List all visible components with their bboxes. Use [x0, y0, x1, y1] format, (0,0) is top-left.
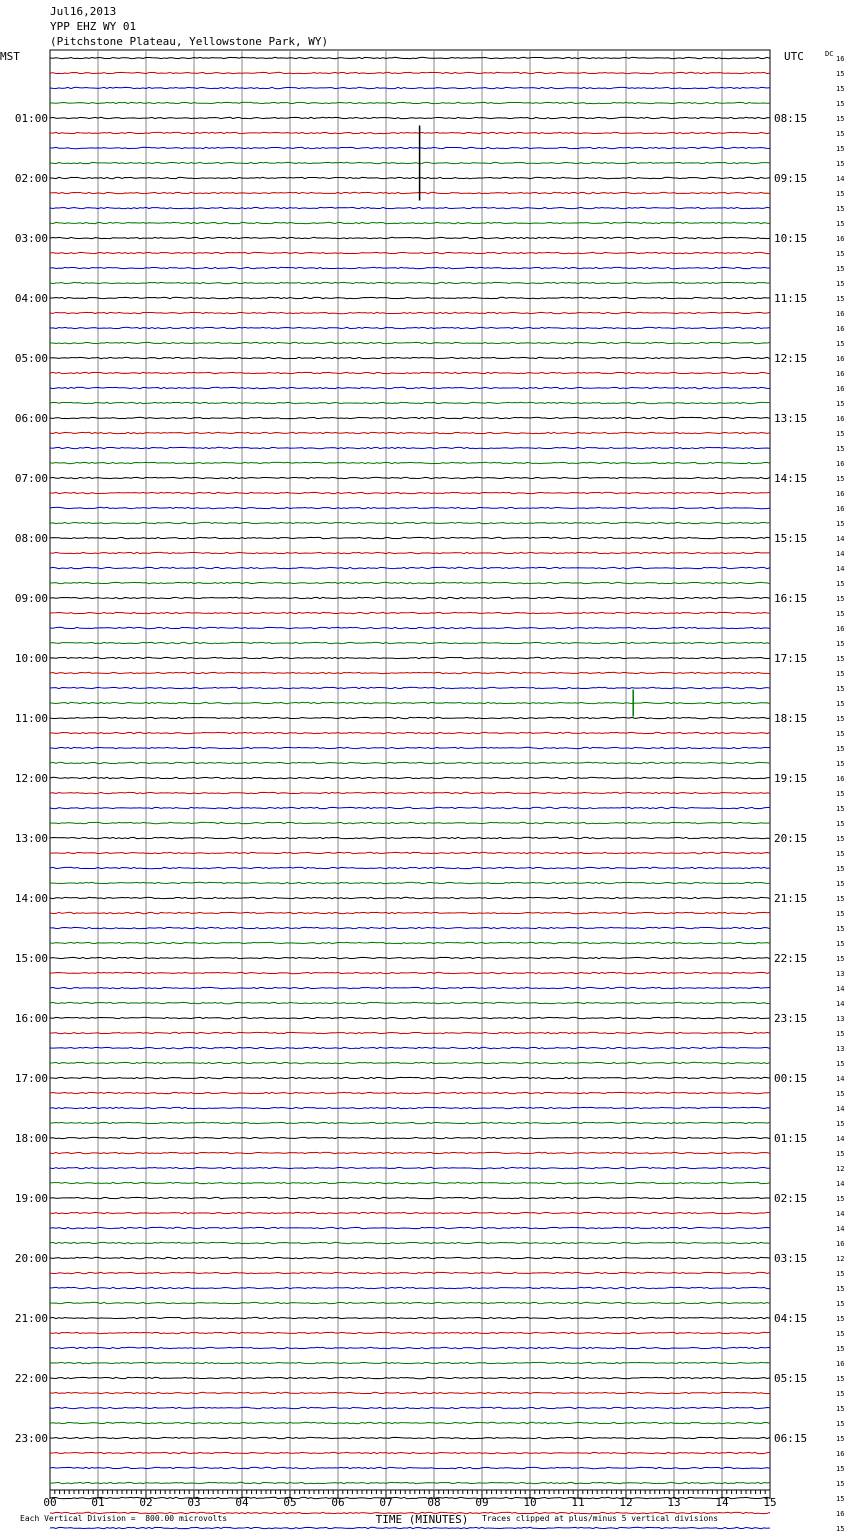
seismic-trace: [50, 207, 770, 208]
dc-offset-value: 15: [836, 805, 845, 813]
hour-label-left: 21:00: [14, 1312, 48, 1325]
hour-label-right: 20:15: [774, 832, 808, 845]
seismic-trace: [50, 927, 770, 928]
dc-offset-value: 15: [836, 760, 845, 768]
seismic-trace: [50, 342, 770, 343]
seismic-trace: [50, 942, 770, 943]
clip-note: Traces clipped at plus/minus 5 vertical divisions: [482, 1514, 719, 1523]
x-tick-label: 04: [235, 1496, 249, 1509]
header-location: (Pitchstone Plateau, Yellowstone Park, WY): [50, 35, 329, 48]
dc-offset-value: 15: [836, 340, 845, 348]
seismic-trace: [50, 432, 770, 433]
seismic-trace: [50, 1257, 770, 1258]
seismic-trace: [50, 357, 770, 358]
dc-offset-value: 14: [836, 1210, 845, 1218]
seismic-trace: [50, 1092, 770, 1093]
dc-offset-value: 16: [836, 490, 845, 498]
seismic-trace: [50, 642, 770, 643]
seismic-trace: [50, 507, 770, 508]
dc-offset-value: 15: [836, 1270, 845, 1278]
dc-offset-value: 14: [836, 565, 845, 573]
dc-offset-value: 16: [836, 355, 845, 363]
seismic-trace: [50, 237, 770, 238]
dc-offset-value: 15: [836, 595, 845, 603]
dc-offset-value: 15: [836, 655, 845, 663]
seismic-trace: [50, 792, 770, 793]
dc-offset-value: 14: [836, 550, 845, 558]
x-tick-label: 07: [379, 1496, 393, 1509]
seismic-trace: [50, 867, 770, 868]
hour-label-right: 16:15: [774, 592, 808, 605]
seismic-trace: [50, 1047, 770, 1048]
seismic-trace: [50, 627, 770, 628]
seismic-trace: [50, 132, 770, 133]
dc-offset-value: 15: [836, 700, 845, 708]
x-tick-label: 03: [187, 1496, 201, 1509]
seismic-trace: [50, 1332, 770, 1333]
dc-offset-value: 16: [836, 385, 845, 393]
seismic-trace: [50, 117, 770, 118]
dc-offset-value: 15: [836, 1435, 845, 1443]
seismic-trace: [50, 1137, 770, 1138]
dc-offset-value: 15: [836, 1120, 845, 1128]
dc-offset-value: 14: [836, 535, 845, 543]
dc-offset-value: 16: [836, 625, 845, 633]
dc-offset-value: 15: [836, 745, 845, 753]
dc-offset-value: 15: [836, 730, 845, 738]
seismic-trace: [50, 1452, 770, 1453]
seismic-trace: [50, 1377, 770, 1378]
seismic-trace: [50, 447, 770, 448]
x-tick-label: 05: [283, 1496, 297, 1509]
dc-offset-value: 15: [836, 100, 845, 108]
x-tick-label: 00: [43, 1496, 57, 1509]
seismic-trace: [50, 1422, 770, 1423]
seismic-trace: [50, 372, 770, 373]
hour-label-left: 20:00: [14, 1252, 48, 1265]
seismic-trace: [50, 777, 770, 778]
hour-label-right: 22:15: [774, 952, 808, 965]
seismic-trace: [50, 717, 770, 718]
dc-offset-value: 15: [836, 115, 845, 123]
dc-offset-value: 15: [836, 1330, 845, 1338]
seismic-trace: [50, 87, 770, 88]
dc-offset-value: 15: [836, 1150, 845, 1158]
dc-offset-value: 15: [836, 145, 845, 153]
dc-offset-value: 14: [836, 985, 845, 993]
dc-offset-value: 15: [836, 85, 845, 93]
hour-label-left: 15:00: [14, 952, 48, 965]
dc-offset-value: 15: [836, 640, 845, 648]
plot-frame: [50, 50, 770, 1490]
header-date: Jul16,2013: [50, 5, 117, 18]
dc-offset-value: 15: [836, 1300, 845, 1308]
dc-offset-value: 15: [836, 1030, 845, 1038]
dc-offset-value: 14: [836, 1075, 845, 1083]
dc-offset-value: 13: [836, 1015, 845, 1023]
hour-label-left: 22:00: [14, 1372, 48, 1385]
seismic-trace: [50, 687, 770, 688]
seismic-trace: [50, 537, 770, 538]
seismic-trace: [50, 477, 770, 478]
seismic-trace: [50, 1482, 770, 1483]
dc-offset-value: 15: [836, 880, 845, 888]
seismic-trace: [50, 987, 770, 988]
dc-offset-value: 15: [836, 400, 845, 408]
seismic-trace: [50, 1167, 770, 1168]
hour-label-right: 12:15: [774, 352, 808, 365]
seismic-trace: [50, 1197, 770, 1198]
hour-label-right: 13:15: [774, 412, 808, 425]
dc-offset-value: 16: [836, 235, 845, 243]
seismic-trace: [50, 252, 770, 253]
seismic-trace: [50, 1212, 770, 1213]
hour-label-left: 09:00: [14, 592, 48, 605]
seismic-trace: [50, 1182, 770, 1183]
dc-offset-value: 15: [836, 1060, 845, 1068]
hour-label-right: 04:15: [774, 1312, 808, 1325]
dc-offset-value: 15: [836, 1390, 845, 1398]
hour-label-right: 11:15: [774, 292, 808, 305]
seismic-trace: [50, 1497, 770, 1498]
seismic-trace: [50, 972, 770, 973]
dc-offset-value: 15: [836, 1495, 845, 1503]
dc-offset-value: 15: [836, 1195, 845, 1203]
hour-label-right: 02:15: [774, 1192, 808, 1205]
dc-offset-value: 14: [836, 1180, 845, 1188]
dc-offset-value: 15: [836, 715, 845, 723]
hour-label-left: 02:00: [14, 172, 48, 185]
seismic-trace: [50, 747, 770, 748]
seismic-trace: [50, 312, 770, 313]
seismic-trace: [50, 882, 770, 883]
hour-label-left: 07:00: [14, 472, 48, 485]
hour-label-left: 06:00: [14, 412, 48, 425]
dc-offset-value: 15: [836, 1345, 845, 1353]
seismic-trace: [50, 162, 770, 163]
seismic-trace: [50, 102, 770, 103]
x-tick-label: 12: [619, 1496, 633, 1509]
dc-offset-value: 15: [836, 190, 845, 198]
hour-label-left: 16:00: [14, 1012, 48, 1025]
dc-offset-value: 15: [836, 1315, 845, 1323]
x-tick-label: 08: [427, 1496, 441, 1509]
hour-label-left: 04:00: [14, 292, 48, 305]
dc-offset-value: 15: [836, 1525, 845, 1533]
seismic-trace: [50, 822, 770, 823]
dc-offset-value: 12: [836, 1255, 845, 1263]
hour-label-left: 12:00: [14, 772, 48, 785]
hour-label-right: 23:15: [774, 1012, 808, 1025]
seismic-trace: [50, 1122, 770, 1123]
hour-label-left: 19:00: [14, 1192, 48, 1205]
dc-offset-value: 15: [836, 295, 845, 303]
seismic-trace: [50, 957, 770, 958]
dc-offset-value: 15: [836, 220, 845, 228]
dc-offset-value: 15: [836, 70, 845, 78]
seismic-trace: [50, 762, 770, 763]
seismic-trace: [50, 1392, 770, 1393]
dc-offset-value: 15: [836, 130, 845, 138]
hour-label-left: 18:00: [14, 1132, 48, 1145]
left-timezone-label: MST: [0, 50, 20, 63]
dc-offset-value: 15: [836, 1375, 845, 1383]
hour-label-left: 23:00: [14, 1432, 48, 1445]
x-tick-label: 02: [139, 1496, 153, 1509]
seismic-trace: [50, 1287, 770, 1288]
seismic-trace: [50, 387, 770, 388]
hour-label-left: 03:00: [14, 232, 48, 245]
dc-offset-value: 16: [836, 55, 845, 63]
seismic-trace: [50, 702, 770, 703]
seismic-trace: [50, 402, 770, 403]
seismic-trace: [50, 1242, 770, 1243]
seismic-trace: [50, 1467, 770, 1468]
dc-offset-value: 16: [836, 1510, 845, 1518]
seismic-trace: [50, 657, 770, 658]
dc-offset-value: 15: [836, 955, 845, 963]
seismic-trace: [50, 282, 770, 283]
hour-label-left: 17:00: [14, 1072, 48, 1085]
hour-label-right: 06:15: [774, 1432, 808, 1445]
hour-label-right: 08:15: [774, 112, 808, 125]
seismic-trace: [50, 1032, 770, 1033]
seismic-trace: [50, 1017, 770, 1018]
hour-label-right: 09:15: [774, 172, 808, 185]
seismic-trace: [50, 582, 770, 583]
dc-offset-value: 15: [836, 670, 845, 678]
x-axis-title: TIME (MINUTES): [375, 1513, 469, 1526]
seismic-trace: [50, 612, 770, 613]
hour-label-right: 00:15: [774, 1072, 808, 1085]
dc-offset-value: 16: [836, 325, 845, 333]
x-tick-label: 01: [91, 1496, 105, 1509]
seismic-trace: [50, 1527, 770, 1528]
seismic-trace: [50, 597, 770, 598]
seismic-trace: [50, 837, 770, 838]
dc-offset-value: 15: [836, 685, 845, 693]
dc-offset-value: 14: [836, 1105, 845, 1113]
hour-label-right: 05:15: [774, 1372, 808, 1385]
dc-offset-value: 16: [836, 460, 845, 468]
dc-offset-value: 15: [836, 205, 845, 213]
seismic-trace: [50, 1437, 770, 1438]
seismic-trace: [50, 177, 770, 178]
seismic-trace: [50, 1302, 770, 1303]
hour-label-right: 03:15: [774, 1252, 808, 1265]
hour-label-right: 01:15: [774, 1132, 808, 1145]
dc-offset-value: 12: [836, 1165, 845, 1173]
dc-offset-value: 15: [836, 820, 845, 828]
seismic-trace: [50, 672, 770, 673]
seismic-trace: [50, 492, 770, 493]
seismic-trace: [50, 327, 770, 328]
seismic-trace: [50, 147, 770, 148]
seismic-trace: [50, 567, 770, 568]
hour-label-right: 15:15: [774, 532, 808, 545]
right-timezone-label: UTC: [784, 50, 804, 63]
dc-offset-value: 16: [836, 1240, 845, 1248]
dc-offset-value: 15: [836, 910, 845, 918]
seismic-trace: [50, 1272, 770, 1273]
seismic-trace: [50, 462, 770, 463]
dc-offset-value: 15: [836, 280, 845, 288]
seismic-trace: [50, 852, 770, 853]
hour-label-left: 14:00: [14, 892, 48, 905]
dc-offset-value: 15: [836, 475, 845, 483]
dc-offset-value: 15: [836, 610, 845, 618]
dc-offset-value: 15: [836, 445, 845, 453]
dc-offset-value: 14: [836, 1225, 845, 1233]
dc-offset-value: 15: [836, 160, 845, 168]
seismic-trace: [50, 297, 770, 298]
seismic-trace: [50, 1107, 770, 1108]
dc-offset-value: 15: [836, 925, 845, 933]
dc-offset-value: 15: [836, 430, 845, 438]
scale-note: Each Vertical Division = 800.00 microvolts: [20, 1514, 228, 1523]
dc-offset-value: 15: [836, 835, 845, 843]
dc-offset-value: 16: [836, 370, 845, 378]
hour-label-left: 13:00: [14, 832, 48, 845]
dc-offset-value: 15: [836, 1420, 845, 1428]
dc-offset-value: 15: [836, 265, 845, 273]
hour-label-right: 10:15: [774, 232, 808, 245]
dc-offset-value: 15: [836, 250, 845, 258]
dc-offset-value: 14: [836, 1135, 845, 1143]
dc-offset-value: 15: [836, 1285, 845, 1293]
seismic-trace: [50, 72, 770, 73]
seismic-trace: [50, 522, 770, 523]
x-tick-label: 06: [331, 1496, 345, 1509]
x-tick-label: 14: [715, 1496, 729, 1509]
hour-label-right: 19:15: [774, 772, 808, 785]
seismic-trace: [50, 552, 770, 553]
dc-offset-value: 16: [836, 415, 845, 423]
seismic-trace: [50, 222, 770, 223]
seismic-trace: [50, 192, 770, 193]
x-tick-label: 13: [667, 1496, 681, 1509]
seismic-trace: [50, 1227, 770, 1228]
seismic-trace: [50, 1002, 770, 1003]
hour-label-right: 18:15: [774, 712, 808, 725]
dc-offset-value: 15: [836, 1465, 845, 1473]
x-tick-label: 09: [475, 1496, 489, 1509]
dc-label: DC: [825, 50, 834, 58]
x-tick-label: 10: [523, 1496, 537, 1509]
hour-label-right: 17:15: [774, 652, 808, 665]
x-tick-label: 11: [571, 1496, 585, 1509]
dc-offset-value: 16: [836, 1450, 845, 1458]
seismic-trace: [50, 1152, 770, 1153]
dc-offset-value: 15: [836, 580, 845, 588]
seismic-trace: [50, 57, 770, 58]
dc-offset-value: 16: [836, 775, 845, 783]
dc-offset-value: 13: [836, 970, 845, 978]
seismic-trace: [50, 1062, 770, 1063]
x-tick-label: 15: [763, 1496, 777, 1509]
dc-offset-value: 14: [836, 175, 845, 183]
header-station: YPP EHZ WY 01: [50, 20, 137, 33]
seismic-trace: [50, 1077, 770, 1078]
hour-label-left: 08:00: [14, 532, 48, 545]
dc-offset-value: 15: [836, 940, 845, 948]
seismic-trace: [50, 807, 770, 808]
dc-offset-value: 15: [836, 520, 845, 528]
dc-offset-value: 16: [836, 1360, 845, 1368]
dc-offset-value: 15: [836, 895, 845, 903]
hour-label-left: 01:00: [14, 112, 48, 125]
hour-label-left: 10:00: [14, 652, 48, 665]
hour-label-right: 21:15: [774, 892, 808, 905]
seismic-trace: [50, 912, 770, 913]
seismic-trace: [50, 732, 770, 733]
seismic-trace: [50, 1317, 770, 1318]
hour-label-left: 11:00: [14, 712, 48, 725]
dc-offset-value: 16: [836, 505, 845, 513]
dc-offset-value: 15: [836, 1090, 845, 1098]
dc-offset-value: 15: [836, 850, 845, 858]
hour-label-right: 14:15: [774, 472, 808, 485]
dc-offset-value: 15: [836, 865, 845, 873]
hour-label-left: 05:00: [14, 352, 48, 365]
dc-offset-value: 15: [836, 1405, 845, 1413]
seismic-trace: [50, 1347, 770, 1348]
dc-offset-value: 16: [836, 310, 845, 318]
seismic-trace: [50, 267, 770, 268]
seismic-trace: [50, 897, 770, 898]
dc-offset-value: 13: [836, 1045, 845, 1053]
seismic-trace: [50, 1407, 770, 1408]
dc-offset-value: 14: [836, 1000, 845, 1008]
dc-offset-value: 15: [836, 1480, 845, 1488]
seismic-trace: [50, 417, 770, 418]
seismic-trace: [50, 1362, 770, 1363]
dc-offset-value: 15: [836, 790, 845, 798]
